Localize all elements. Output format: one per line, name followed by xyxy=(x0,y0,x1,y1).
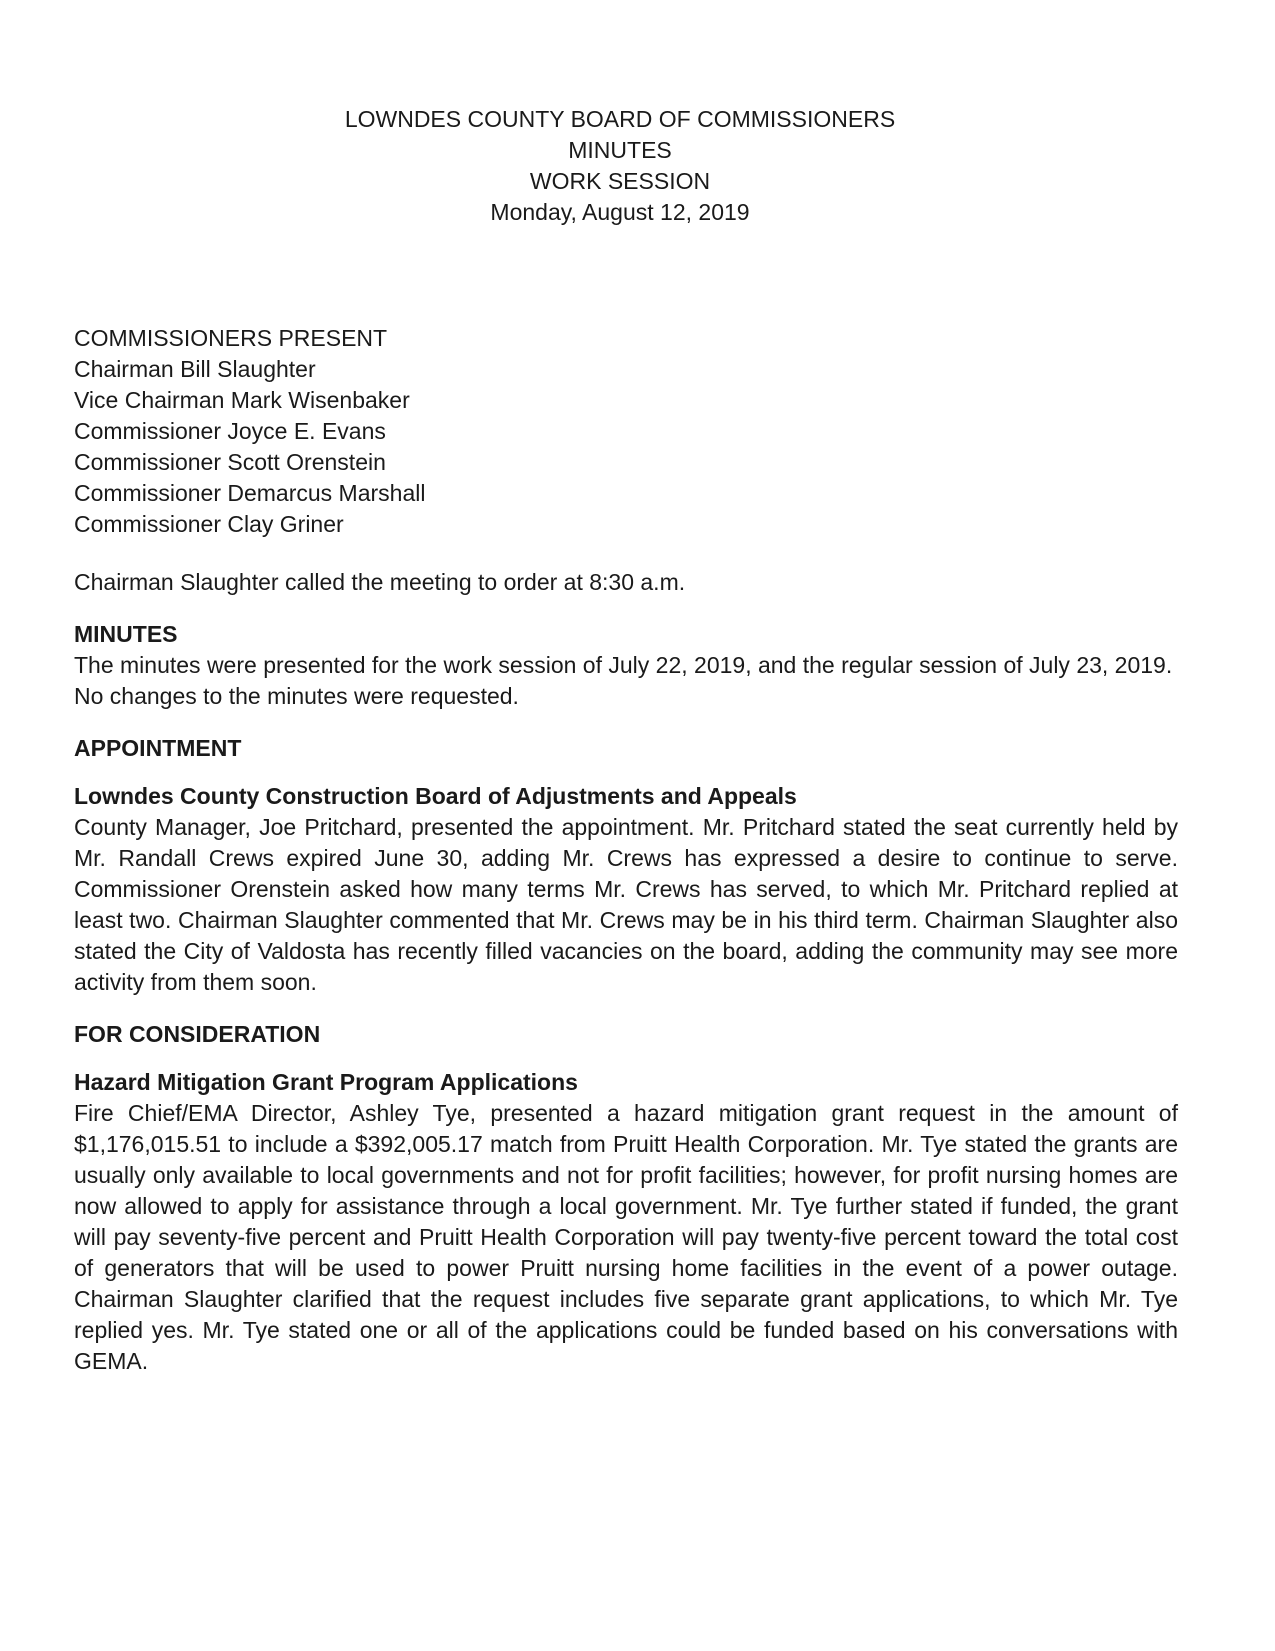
minutes-text: The minutes were presented for the work session of July 22, 2019, and the regular session of July 23, 2019. No changes to the minutes were requested. xyxy=(74,652,1173,709)
attendance-member: Commissioner Demarcus Marshall xyxy=(74,480,426,506)
header-session-type: WORK SESSION xyxy=(529,168,711,194)
consideration-subheading: Hazard Mitigation Grant Program Applications xyxy=(74,1069,578,1095)
header-organization: LOWNDES COUNTY BOARD OF COMMISSIONERS xyxy=(344,106,896,132)
appointment-section xyxy=(74,733,1178,998)
attendance-member: Chairman Bill Slaughter xyxy=(74,356,316,382)
call-to-order: Chairman Slaughter called the meeting to order at 8:30 a.m. xyxy=(74,569,686,595)
attendance-member: Vice Chairman Mark Wisenbaker xyxy=(74,387,410,413)
attendance-member: Commissioner Scott Orenstein xyxy=(74,449,386,475)
minutes-section xyxy=(74,619,1178,712)
header-doc-type: MINUTES xyxy=(568,137,672,163)
attendance-section xyxy=(74,323,1178,540)
consideration-text: Fire Chief/EMA Director, Ashley Tye, presented a hazard mitigation grant request in the amount of $1,176,015.51 to include a $392,005.17 match from Pruitt Health Corporation. Mr. Tye stated the grants are usually only available to local governments and not for profit facilities; however, for profit nursing homes are now allowed to apply for assistance through a local government. Mr. Tye further stated if funded, the grant will pay seventy-five percent and Pruitt Health Corporation will pay twenty-five percent toward the total cost of generators that will be used to power Pruitt nursing home facilities in the event of a power outage. Chairman Slaughter clarified that the request includes five separate grant applications, to which Mr. Tye replied yes. Mr. Tye stated one or all of the applications could be funded based on his conversations with GEMA. xyxy=(74,1100,1178,1374)
header-date: Monday, August 12, 2019 xyxy=(490,199,750,225)
attendance-member: Commissioner Clay Griner xyxy=(74,511,344,537)
appointment-text: County Manager, Joe Pritchard, presented the appointment. Mr. Pritchard stated the seat currently held by Mr. Randall Crews expired June 30, adding Mr. Crews has expressed a desire to continue to serve. Commissioner Orenstein asked how many terms Mr. Crews has served, to which Mr. Pritchard replied at least two. Chairman Slaughter commented that Mr. Crews may be in his third term. Chairman Slaughter also stated the City of Valdosta has recently filled vacancies on the board, adding the community may see more activity from them soon. xyxy=(74,814,1178,995)
appointment-heading: APPOINTMENT xyxy=(74,735,242,761)
document-header xyxy=(0,104,1240,228)
minutes-heading: MINUTES xyxy=(74,621,178,647)
document-body xyxy=(74,323,1178,1377)
attendance-member: Commissioner Joyce E. Evans xyxy=(74,418,386,444)
consideration-section xyxy=(74,1019,1178,1377)
appointment-subheading: Lowndes County Construction Board of Adjustments and Appeals xyxy=(74,783,797,809)
attendance-heading: COMMISSIONERS PRESENT xyxy=(74,325,388,351)
consideration-heading: FOR CONSIDERATION xyxy=(74,1021,321,1047)
